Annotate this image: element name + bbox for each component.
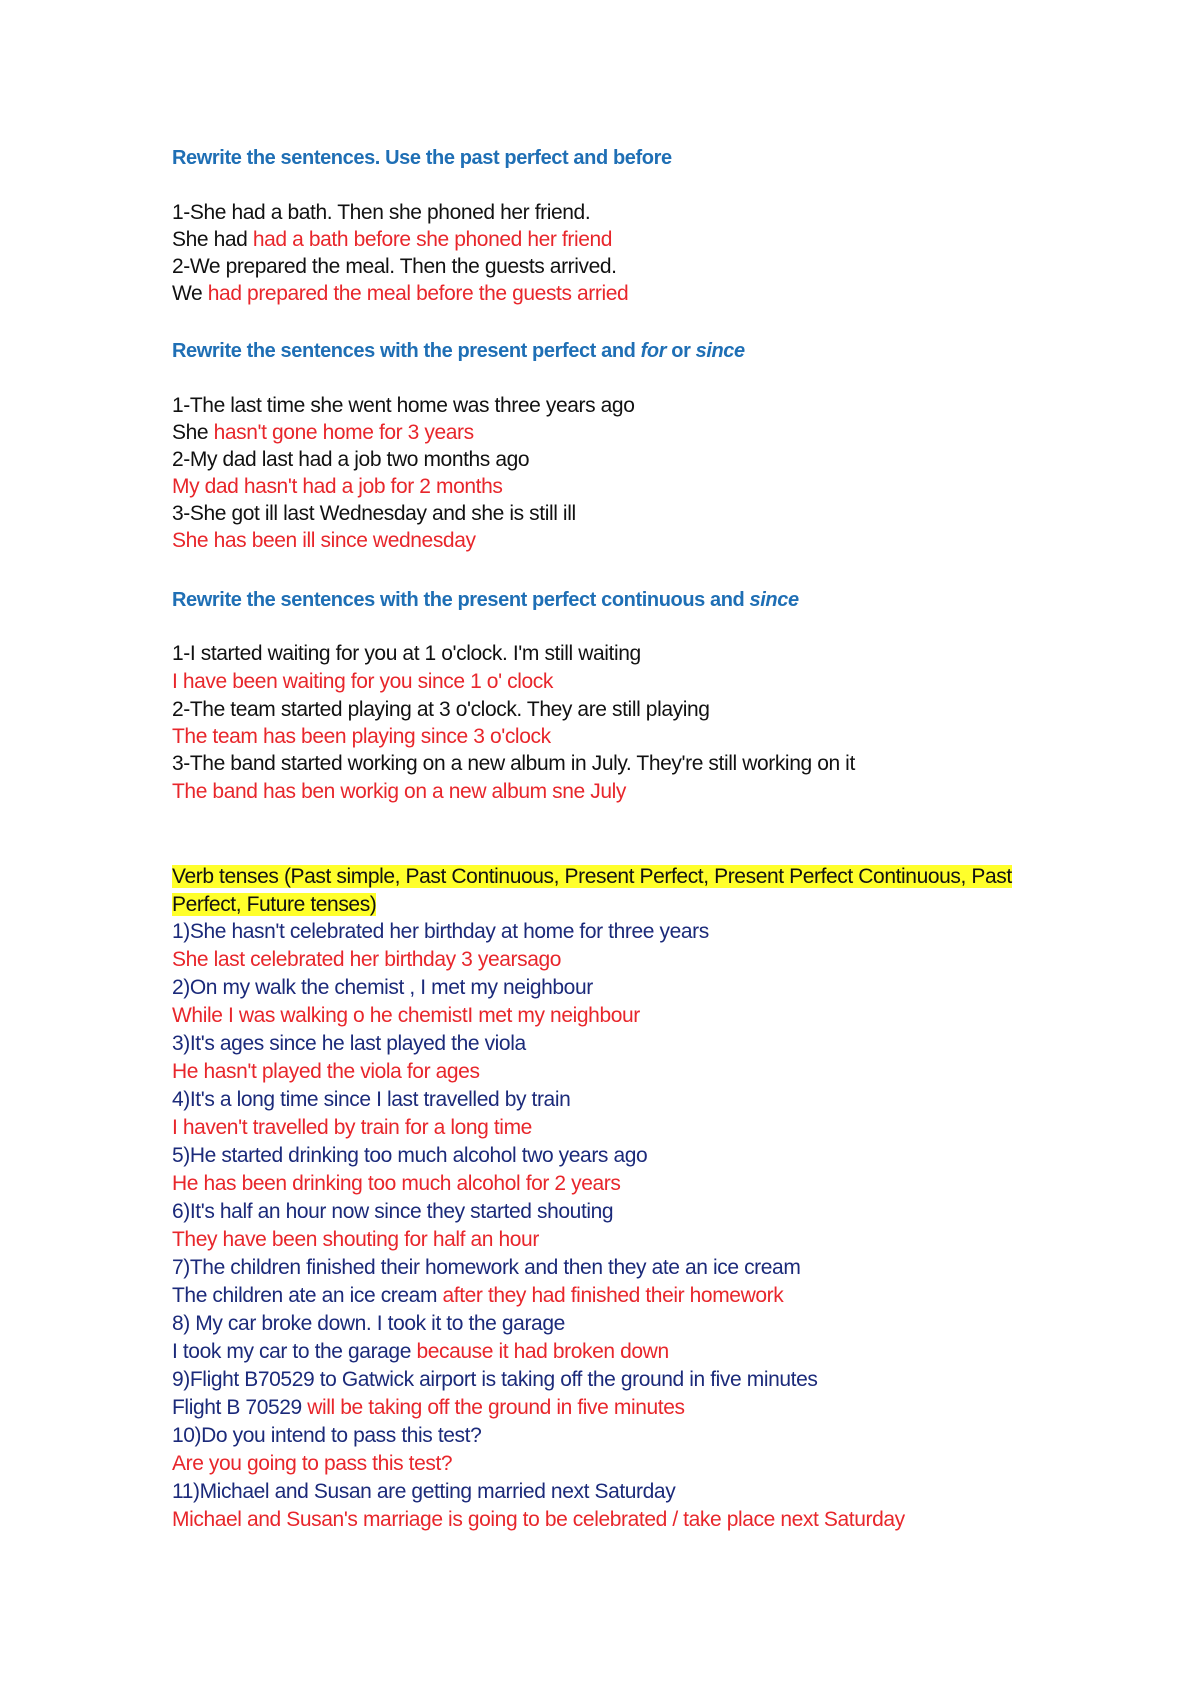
question-line: 3-The band started working on a new album in July. They're still working on it bbox=[172, 752, 855, 775]
answer-text: She last celebrated her birthday 3 yearsago bbox=[172, 948, 562, 971]
highlighted-title: Verb tenses (Past simple, Past Continuous, Present Perfect, Present Perfect Continuous, Past bbox=[172, 865, 1012, 888]
answer-text: Are you going to pass this test? bbox=[172, 1452, 453, 1475]
heading-text: Rewrite the sentences with the present perfect and bbox=[172, 340, 641, 362]
question-line: 1-The last time she went home was three years ago bbox=[172, 394, 635, 417]
exercise-question: 6)It's half an hour now since they started shouting bbox=[172, 1200, 614, 1223]
exercise-question: 7)The children finished their homework and then they ate an ice cream bbox=[172, 1256, 801, 1279]
section-title-verb-tenses-cont bbox=[172, 891, 376, 919]
exercise-answer bbox=[172, 1450, 452, 1478]
answer-text: after they had finished their homework bbox=[442, 1284, 784, 1307]
exercise-question: 1)She hasn't celebrated her birthday at home for three years bbox=[172, 920, 709, 943]
answer-prefix: We bbox=[172, 282, 208, 305]
exercise-question: 11)Michael and Susan are getting married next Saturday bbox=[172, 1480, 676, 1503]
question-line: 1-She had a bath. Then she phoned her friend. bbox=[172, 201, 591, 224]
answer-text: While I was walking o he chemistI met my neighbour bbox=[172, 1004, 640, 1027]
answer-prefix: I took my car to the garage bbox=[172, 1340, 417, 1363]
exercise-answer bbox=[172, 1338, 669, 1366]
section-title-verb-tenses bbox=[172, 863, 1012, 891]
section-heading-present-perfect-continuous bbox=[172, 586, 799, 614]
answer-line: The band has ben workig on a new album sne July bbox=[172, 780, 626, 803]
exercise-question: 4)It's a long time since I last travelled by train bbox=[172, 1088, 571, 1111]
answer-prefix: Flight B 70529 bbox=[172, 1396, 308, 1419]
question-line: 3-She got ill last Wednesday and she is still ill bbox=[172, 502, 576, 525]
section-heading-past-perfect: Rewrite the sentences. Use the past perfect and before bbox=[172, 147, 672, 169]
exercise-answer bbox=[172, 1394, 685, 1422]
question-line: 2-My dad last had a job two months ago bbox=[172, 448, 530, 471]
heading-or: or bbox=[666, 340, 696, 362]
heading-text: Rewrite the sentences with the present perfect continuous and bbox=[172, 589, 750, 611]
exercise-question: 5)He started drinking too much alcohol two years ago bbox=[172, 1144, 648, 1167]
answer-prefix: She bbox=[172, 421, 214, 444]
answer-text: because it had broken down bbox=[416, 1340, 669, 1363]
exercise-answer bbox=[172, 1506, 905, 1534]
answer-text: had a bath before she phoned her friend bbox=[252, 228, 613, 251]
exercise-answer bbox=[172, 946, 561, 974]
answer-prefix: The children ate an ice cream bbox=[172, 1284, 443, 1307]
exercise-question: 9)Flight B70529 to Gatwick airport is taking off the ground in five minutes bbox=[172, 1368, 818, 1391]
exercise-question: 3)It's ages since he last played the viola bbox=[172, 1032, 526, 1055]
answer-text: will be taking off the ground in five minutes bbox=[307, 1396, 685, 1419]
exercise-question: 8) My car broke down. I took it to the garage bbox=[172, 1312, 565, 1335]
answer-line bbox=[172, 419, 474, 447]
answer-line: My dad hasn't had a job for 2 months bbox=[172, 475, 503, 498]
exercise-answer bbox=[172, 1002, 640, 1030]
exercise-answer bbox=[172, 1282, 783, 1310]
heading-since: since bbox=[749, 589, 799, 611]
answer-line bbox=[172, 226, 612, 254]
answer-line: She has been ill since wednesday bbox=[172, 529, 476, 552]
answer-text: They have been shouting for half an hour bbox=[172, 1228, 539, 1251]
answer-text: Michael and Susan's marriage is going to be celebrated / take place next Saturday bbox=[172, 1508, 905, 1531]
exercise-question: 2)On my walk the chemist , I met my neighbour bbox=[172, 976, 593, 999]
heading-for: for bbox=[640, 340, 667, 362]
answer-line: I have been waiting for you since 1 o' clock bbox=[172, 670, 553, 693]
answer-text: He has been drinking too much alcohol for 2 years bbox=[172, 1172, 621, 1195]
section-heading-present-perfect bbox=[172, 337, 745, 365]
answer-text: He hasn't played the viola for ages bbox=[172, 1060, 480, 1083]
exercise-answer bbox=[172, 1058, 480, 1086]
answer-line: The team has been playing since 3 o'clock bbox=[172, 725, 551, 748]
answer-text: hasn't gone home for 3 years bbox=[213, 421, 474, 444]
exercise-question: 10)Do you intend to pass this test? bbox=[172, 1424, 482, 1447]
exercise-answer bbox=[172, 1170, 621, 1198]
answer-line bbox=[172, 280, 628, 308]
heading-since: since bbox=[695, 340, 745, 362]
answer-text: had prepared the meal before the guests arried bbox=[207, 282, 629, 305]
exercise-answer bbox=[172, 1226, 539, 1254]
answer-prefix: She had bbox=[172, 228, 253, 251]
answer-text: I haven't travelled by train for a long time bbox=[172, 1116, 532, 1139]
exercise-answer bbox=[172, 1114, 532, 1142]
question-line: 1-I started waiting for you at 1 o'clock. I'm still waiting bbox=[172, 642, 641, 665]
question-line: 2-We prepared the meal. Then the guests arrived. bbox=[172, 255, 617, 278]
question-line: 2-The team started playing at 3 o'clock. They are still playing bbox=[172, 698, 710, 721]
highlighted-title: Perfect, Future tenses) bbox=[172, 893, 377, 916]
